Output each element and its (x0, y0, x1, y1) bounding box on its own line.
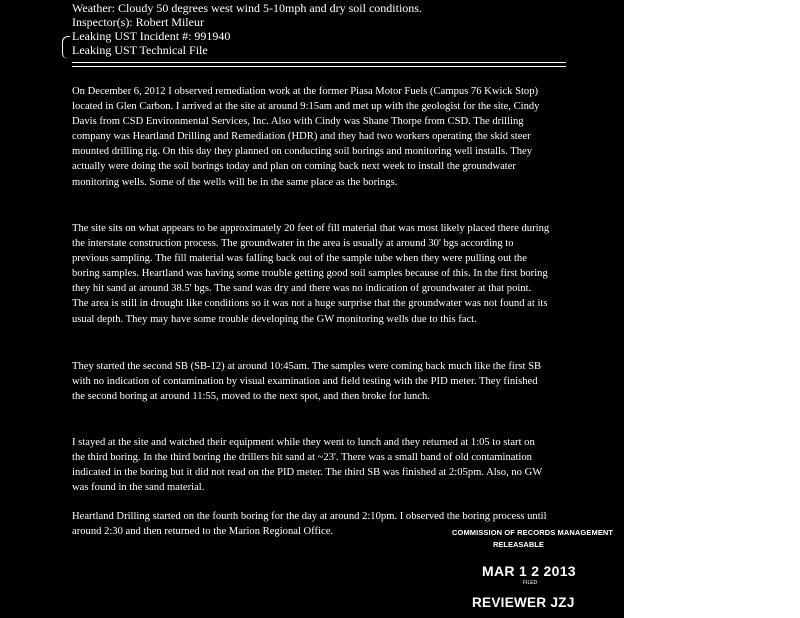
incident-line: Leaking UST Incident #: 991940 (72, 29, 231, 43)
stamp-small-text: FILED (523, 580, 538, 586)
stamp-commission-line: COMMISSION OF RECORDS MANAGEMENT (452, 528, 614, 537)
paragraph-3: They started the second SB (SB-12) at around 10:45am. The samples were coming back much like the first SB with no indication of contamination by visual examination and field testing with the PID meter. They finished the second boring at around 11:55, moved to the next spot, and then broke for lunch. (72, 361, 542, 403)
stamp-date: MAR 1 2 2013 (482, 563, 576, 579)
paragraph-5: Heartland Drilling started on the fourth boring for the day at around 2:10pm. I observed the boring process until around 2:30 and then returned to the Marion Regional Office. (72, 511, 547, 538)
header-rule-bottom (72, 66, 566, 67)
stamp-reviewer: REVIEWER JZJ (472, 595, 575, 610)
stamp-releasable-line: RELEASABLE (493, 540, 544, 549)
file-line: Leaking UST Technical File (72, 43, 208, 57)
paragraph-1: On December 6, 2012 I observed remediation work at the former Piasa Motor Fuels (Campus 76 Kwick Stop) located in Glen Carbon. I arrived at the site at around 9:15am and met up with the geologist for the site, Cindy Davis from CSD Environmental Services, Inc. Also with Cindy was Shane Thorpe from CSD. The drilling company was Heartland Drilling and Remediation (HDR) and they had two workers operating the skid steer mounted drilling rig. On this day they planned on conducting soil borings and monitoring well installs. They actually were doing the soil borings today and plan on coming back next week to install the groundwater monitoring wells. Some of the wells will be in the same place as the borings. (72, 86, 540, 188)
handwritten-bracket (62, 36, 70, 59)
paragraph-4: I stayed at the site and watched their equipment while they went to lunch and they returned at 1:05 to start on the third boring. In the third boring the drillers hit sand at ~23'. There was a small band of old contamination indicated in the boring but it did not read on the PID meter. The third SB was finished at 2:05pm. Also, no GW was found in the sand material. (72, 437, 543, 494)
header-rule-top (72, 62, 566, 63)
inspector-line: Inspector(s): Robert Mileur (72, 15, 204, 29)
paragraph-2: The site sits on what appears to be approximately 20 feet of fill material that was most likely placed there during the interstate construction process. The groundwater in the area is usually at around 30' bgs according to previous sampling. The fill material was falling back out of the sample tube when they were pulling out the boring samples. Heartland was having some trouble getting good soil samples because of this. In the first boring they hit sand at around 38.5' bgs. The sand was dry and there was no indication of groundwater at that point. The area is still in drought like conditions so it was not a huge surprise that the groundwater was not found at its usual depth. They may have some trouble developing the GW monitoring wells due to this fact. (72, 223, 550, 325)
weather-line: Weather: Cloudy 50 degrees west wind 5-10mph and dry soil conditions. (72, 1, 422, 15)
